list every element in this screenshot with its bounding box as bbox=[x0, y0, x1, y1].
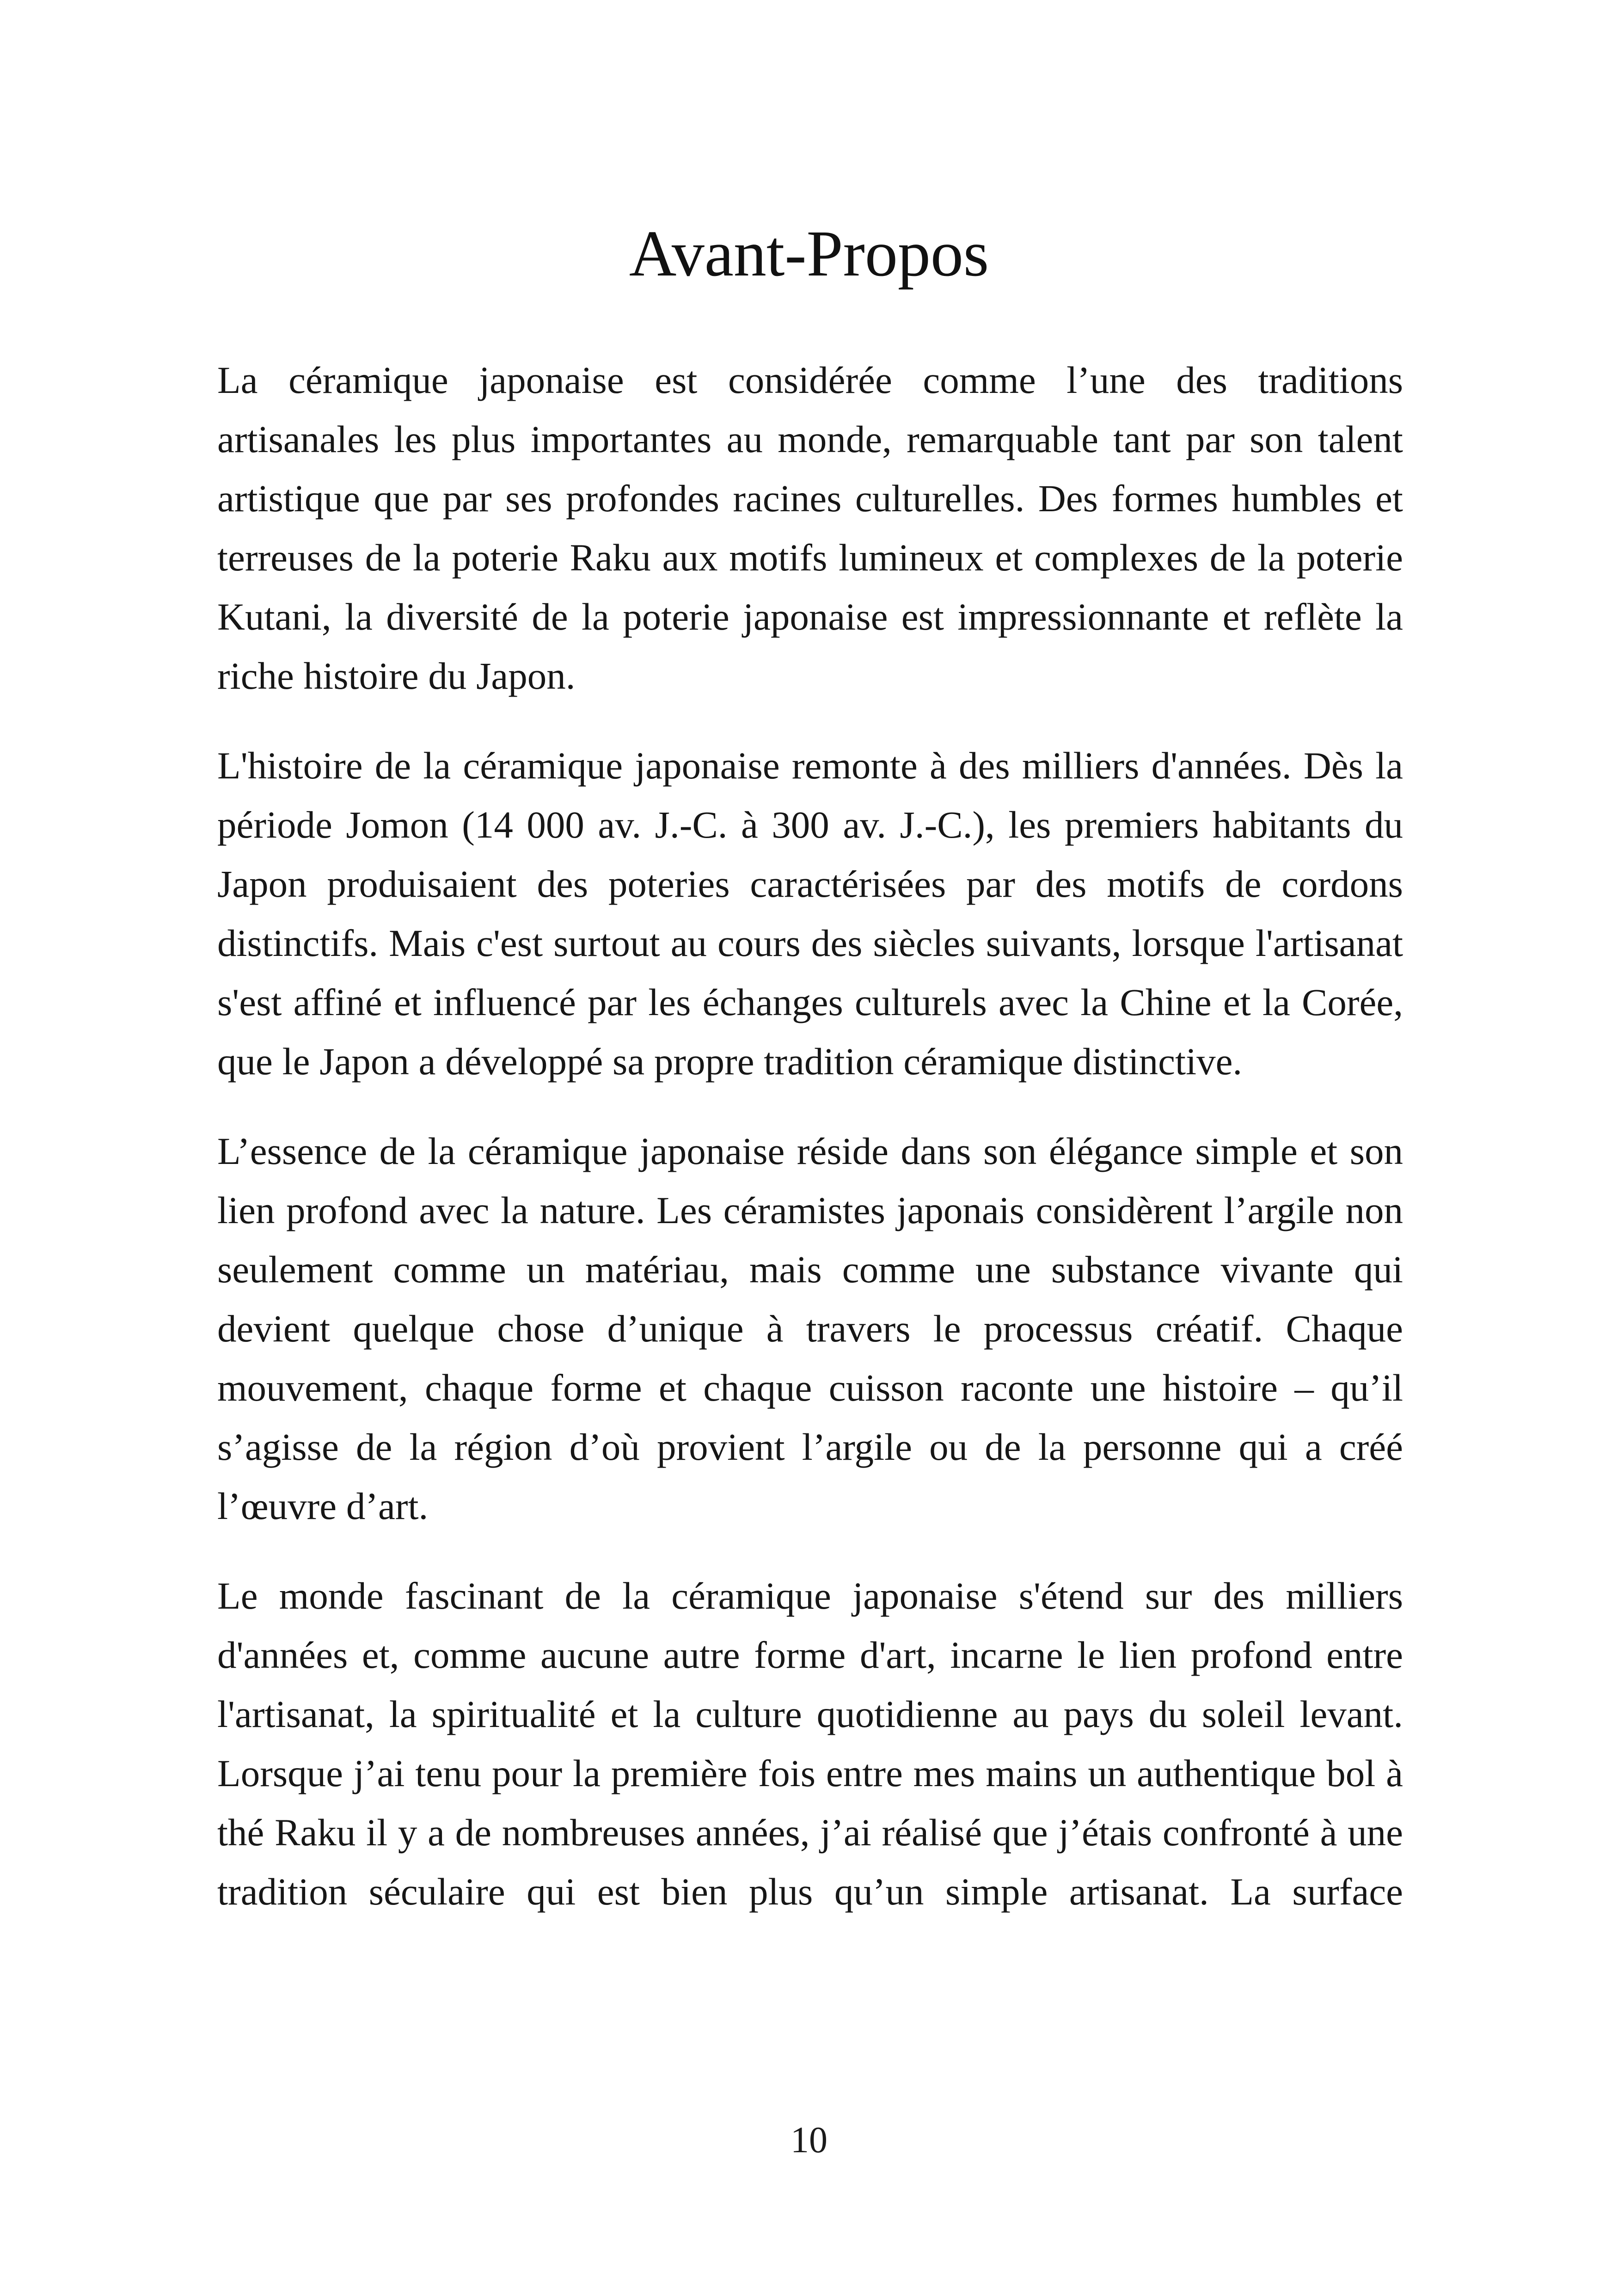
body-text bbox=[217, 350, 1403, 1921]
page-title: Avant-Propos bbox=[629, 217, 989, 290]
paragraph: Le monde fascinant de la céramique japonaise s'étend sur des milliers d'années et, comme aucune autre forme d'art, incarne le lien profond entre l'artisanat, la spiritualité et la culture quotidienne au pays du soleil levant. Lorsque j’ai tenu pour la première fois entre mes mains un authentique bol à thé Raku il y a de nombreuses années, j’ai réalisé que j’étais confronté à une tradition séculaire qui est bien plus qu’un simple artisanat. La surface bbox=[217, 1574, 1403, 1913]
paragraph: La céramique japonaise est considérée comme l’une des traditions artisanales les plus importantes au monde, remarquable tant par son talent artistique que par ses profondes racines culturelles. Des formes humbles et terreuses de la poterie Raku aux motifs lumineux et complexes de la poterie Kutani, la diversité de la poterie japonaise est impressionnante et reflète la riche histoire du Japon. bbox=[217, 359, 1403, 697]
paragraph: L’essence de la céramique japonaise réside dans son élégance simple et son lien profond avec la nature. Les céramistes japonais considèrent l’argile non seulement comme un matériau, mais comme une substance vivante qui devient quelque chose d’unique à travers le processus créatif. Chaque mouvement, chaque forme et chaque cuisson raconte une histoire – qu’il s’agisse de la région d’où provient l’argile ou de la personne qui a créé l’œuvre d’art. bbox=[217, 1130, 1403, 1527]
paragraph: L'histoire de la céramique japonaise remonte à des milliers d'années. Dès la période Jomon (14 000 av. J.-C. à 300 av. J.-C.), les premiers habitants du Japon produisaient des poteries caractérisées par des motifs de cordons distinctifs. Mais c'est surtout au cours des siècles suivants, lorsque l'artisanat s'est affiné et influencé par les échanges culturels avec la Chine et la Corée, que le Japon a développé sa propre tradition céramique distinctive. bbox=[217, 744, 1403, 1083]
page-number: 10 bbox=[791, 2120, 827, 2161]
